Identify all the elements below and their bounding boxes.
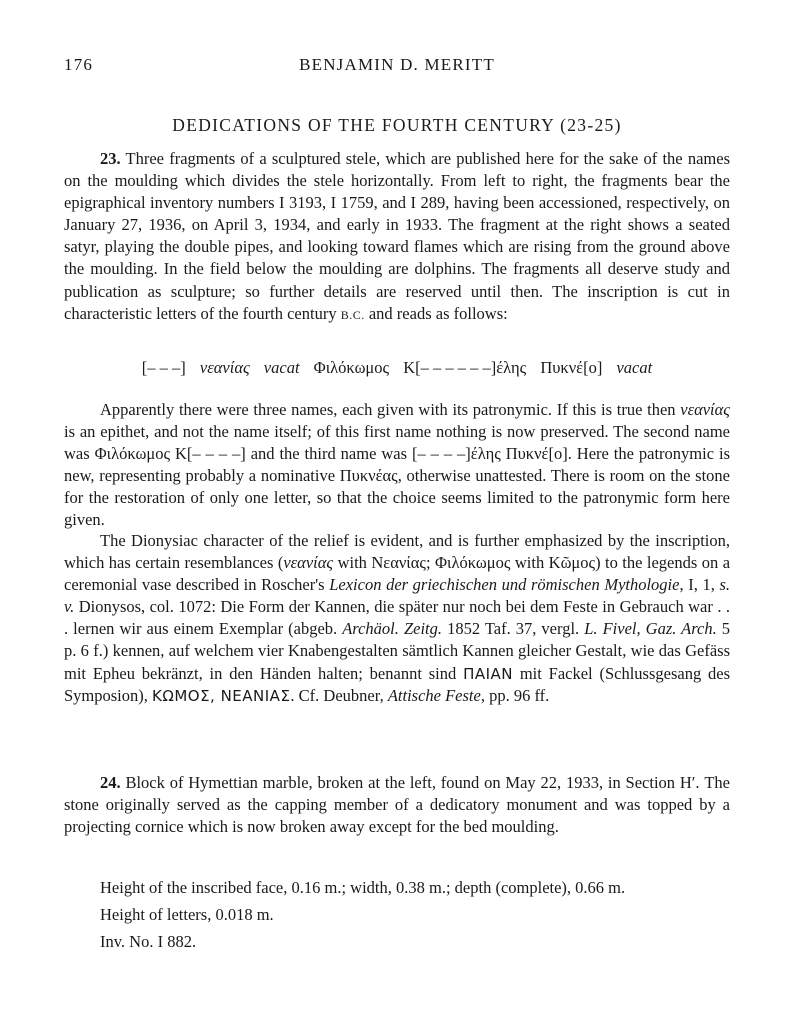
body-text: and the third name was (250, 444, 408, 464)
entry-24-paragraph (64, 772, 730, 838)
greek-term: Φιλόκωμος (434, 553, 511, 573)
section-heading: DEDICATIONS OF THE FOURTH CENTURY (23-25) (172, 115, 622, 135)
body-text: , otherwise unattested. There is room on the stone for the restoration of only one letter, so that the choice seems limited to the patronymic form here given. (64, 466, 730, 530)
measurement-line: Inv. No. I 882. (100, 932, 197, 951)
greek-term: Φιλόκωμος Κ[– – – –] (94, 444, 246, 464)
body-text: 1852 Taf. 37, vergl. (447, 619, 580, 639)
inscription-word: νεανίας (199, 358, 250, 377)
body-text: ; (425, 553, 431, 573)
entry-number: 23. (100, 149, 121, 168)
body-text: Apparently there were three names, each given with its patronymic. If this is true then (100, 400, 676, 419)
body-text: , I, 1, (679, 575, 715, 595)
body-text: mit Fackel (Schlussgesang des Symposion), (64, 663, 731, 705)
body-text: . Cf. Deubner, (290, 685, 384, 705)
entry-23-paragraph-3 (64, 530, 730, 707)
inscription-word: Φιλόκωμος (313, 358, 390, 377)
running-head (64, 55, 730, 79)
greek-term: Πυκνέας (339, 466, 398, 486)
entry-23-paragraph-2 (64, 399, 730, 532)
measurement-line: Height of letters, 0.018 m. (100, 905, 274, 924)
greek-term: νεανίας (680, 400, 730, 419)
inscription-word: Πυκνέ[ο] (540, 358, 603, 377)
greek-term: Νεανίας (371, 553, 426, 573)
body-text: , pp. 96 ff. (480, 685, 550, 705)
body-text: Dionysos, col. 1072: Die Form der Kannen, die später nur noch bei dem Feste in Gebrauch war . . . lernen wir aus einem Exemplar (abgeb. (64, 597, 731, 639)
era-abbreviation: B.C. (340, 307, 365, 322)
inscription-word: Κ[– – – – – –]έλης (403, 358, 527, 377)
body-text: 5 p. 6 f.) kennen, auf welchem vier Knabengestalten sämtlich Kannen gleicher Gestalt, wie das Gefäss mit Epheu bekränzt, in den Händen halten; benannt sind (64, 619, 731, 683)
body-text: ) to the legends on a ceremonial vase described in Roscher's (64, 553, 731, 595)
inscription-word: [– – –] (141, 358, 186, 377)
book-title: Lexicon der griechischen und römischen Mythologie (329, 575, 680, 595)
body-text: The Dionysiac character of the relief is evident, and is further emphasized by the inscription, which has certain resemblances ( (64, 531, 730, 573)
abbreviation: s. v. (64, 575, 730, 617)
body-text: with (514, 553, 545, 573)
inscription-word: vacat (616, 358, 653, 377)
body-text: and reads as follows: (368, 303, 508, 323)
body-text: . Here the patronymic is new, representing probably a nominative (64, 444, 730, 486)
body-text: is an epithet, and not the name itself; of this first name nothing is now preserved. The second name was (64, 422, 730, 464)
body-text: Three fragments of a sculptured stele, which are published here for the sake of the names on the moulding which divides the stele horizontally. From left to right, the fragments bear the epigraphical inventory numbers I 3193, I 1759, and I 289, having been accessioned, respectively, on January 27, 1936, on April 3, 1934, and early in 1933. The fragment at the right shows a seated satyr, playing the double pipes, and looking toward flames which are rising from the ground above the moulding. In the field below the moulding are dolphins. The fragments all deserve study and publication as sculpture; so further details are reserved until then. The inscription is cut in characteristic letters of the fourth century (64, 149, 730, 323)
greek-term: Κῶμος (548, 553, 596, 573)
body-text: Block of Hymettian marble, broken at the left, found on May 22, 1933, in Section Η′. The stone originally served as the capping member of a dedicatory monument and was topped by a projecting cornice which is now broken away except for the bed moulding. (64, 773, 730, 837)
book-title: Attische Feste (387, 685, 481, 705)
running-head-author: BENJAMIN D. MERITT (299, 55, 495, 74)
vase-legend: ΠΑΙΑΝ (463, 664, 514, 683)
greek-term: νεανίας (283, 553, 334, 573)
body-text: with (337, 553, 367, 573)
inscription-word: vacat (263, 358, 300, 377)
measurement-line: Height of the inscribed face, 0.16 m.; width, 0.38 m.; depth (complete), 0.66 m. (100, 878, 626, 897)
greek-term: [– – – –]έλης Πυκνέ[ο] (411, 444, 568, 464)
journal-title: L. Fivel, Gaz. Arch. (584, 619, 717, 639)
entry-23-paragraph-1 (64, 148, 730, 326)
entry-number: 24. (100, 773, 121, 792)
vase-legend: ΚΩΜΟΣ, ΝΕΑΝΙΑΣ (152, 686, 291, 705)
page-number: 176 (64, 55, 94, 74)
inscription-transcription (64, 358, 730, 378)
journal-title: Archäol. Zeitg. (342, 619, 442, 639)
